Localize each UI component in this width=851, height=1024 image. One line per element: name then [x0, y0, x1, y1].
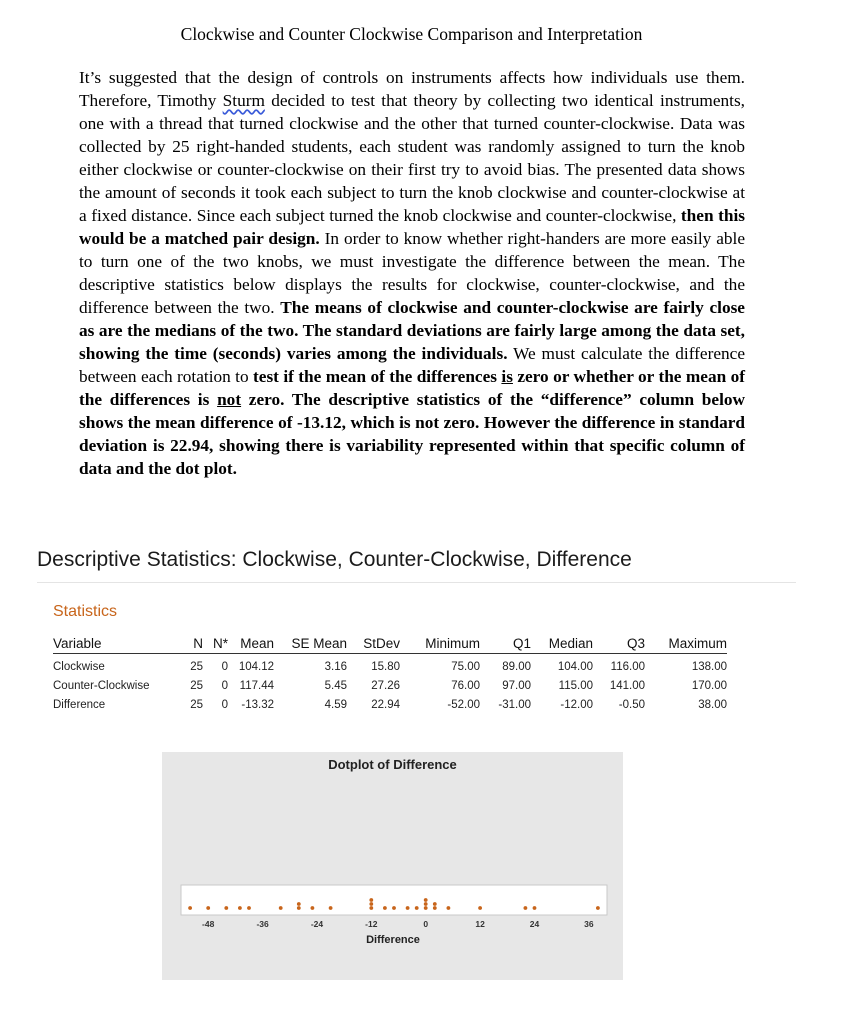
- data-dot: [279, 906, 283, 910]
- table-row: [53, 676, 727, 695]
- data-dot: [433, 902, 437, 906]
- statistics-header-row: [53, 633, 727, 654]
- cell-maximum: 138.00: [691, 660, 727, 673]
- cell-n: 25: [190, 660, 203, 673]
- column-header-q3: Q3: [593, 633, 645, 654]
- cell-variable: Clockwise: [53, 660, 105, 673]
- dotplot-chart: [162, 752, 623, 980]
- cell-minimum: 76.00: [451, 679, 480, 692]
- data-dot: [424, 902, 428, 906]
- cell-minimum: 75.00: [451, 660, 480, 673]
- cell-q3: 116.00: [610, 660, 645, 673]
- essay-segment: not: [217, 390, 242, 409]
- essay-segment: In order to know whether right-handers are more easily able to turn one of the two knobs, we must investigate the difference between the mean. The descriptive statistics below displays the results for clockwise, counter-clockwise, and the difference between the two.: [79, 229, 745, 317]
- cell-maximum: 38.00: [698, 698, 727, 711]
- column-header-variable: Variable: [53, 633, 179, 654]
- dotplot-canvas: [162, 752, 623, 980]
- heading-divider: [37, 582, 796, 583]
- data-dot: [224, 906, 228, 910]
- cell-stdev: 15.80: [371, 660, 400, 673]
- cell-median: -12.00: [560, 698, 593, 711]
- document-title: Clockwise and Counter Clockwise Comparison and Interpretation: [180, 24, 643, 44]
- data-dot: [297, 906, 301, 910]
- data-dot: [406, 906, 410, 910]
- data-dot: [392, 906, 396, 910]
- plot-area: [181, 885, 607, 915]
- statistics-section-label: Statistics: [53, 603, 118, 620]
- data-dot: [297, 902, 301, 906]
- descriptive-statistics-heading: Descriptive Statistics: Clockwise, Counter-Clockwise, Difference: [37, 548, 632, 571]
- essay-segment: Sturm: [222, 91, 265, 110]
- data-dot: [238, 906, 242, 910]
- x-tick-label: 12: [475, 919, 485, 929]
- cell-mean: -13.32: [241, 698, 274, 711]
- column-header-n-missing: N*: [203, 633, 228, 654]
- cell-mean: 117.44: [239, 679, 274, 692]
- x-tick-label: -12: [365, 919, 378, 929]
- data-dot: [424, 898, 428, 902]
- essay-segment: It’s suggested that the design of controls on instruments affects how individuals use them. Therefore, Timothy: [79, 68, 745, 110]
- cell-se-mean: 5.45: [324, 679, 347, 692]
- cell-q3: -0.50: [618, 698, 645, 711]
- essay-segment: zero or whether or the mean of the differences is: [79, 367, 745, 409]
- statistics-table: [53, 633, 727, 714]
- cell-n: 25: [190, 679, 203, 692]
- axis-ticks: [202, 919, 594, 929]
- column-header-q1: Q1: [480, 633, 531, 654]
- data-dot: [369, 898, 373, 902]
- x-tick-label: -48: [202, 919, 215, 929]
- table-row: [53, 654, 727, 677]
- cell-se-mean: 3.16: [324, 660, 347, 673]
- data-dot: [369, 902, 373, 906]
- column-header-maximum: Maximum: [645, 633, 727, 654]
- essay-segment: then this would be a matched pair design.: [79, 206, 745, 248]
- column-header-se-mean: SE Mean: [274, 633, 347, 654]
- cell-q1: 89.00: [502, 660, 531, 673]
- column-header-n: N: [179, 633, 203, 654]
- column-header-mean: Mean: [228, 633, 274, 654]
- data-dot: [424, 906, 428, 910]
- data-dot: [311, 906, 315, 910]
- cell-variable: Counter-Clockwise: [53, 679, 150, 692]
- cell-variable: Difference: [53, 698, 106, 711]
- data-dot: [329, 906, 333, 910]
- essay-segment: decided to test that theory by collecting two identical instruments, one with a thread that turned clockwise and the other that turned counter-clockwise. Data was collected by 25 right-handed students, each student was randomly assigned to turn the knob either clockwise or counter-clockwise on their first try to avoid bias. The presented data shows the amount of seconds it took each subject to turn the knob clockwise and counter-clockwise at a fixed distance. Since each subject turned the knob clockwise and counter-clockwise,: [79, 91, 745, 225]
- table-row: [53, 695, 727, 714]
- essay-segment: zero. The descriptive statistics of the “difference” column below shows the mean difference of -13.12, which is not zero. However the difference in standard deviation is 22.94, showing there is variability represented within that specific column of data and the dot plot.: [79, 390, 746, 478]
- cell-n-missing: 0: [221, 698, 228, 711]
- cell-median: 115.00: [558, 679, 593, 692]
- cell-q1: 97.00: [502, 679, 531, 692]
- cell-minimum: -52.00: [447, 698, 480, 711]
- data-dot: [533, 906, 537, 910]
- cell-maximum: 170.00: [691, 679, 727, 692]
- cell-stdev: 27.26: [371, 679, 400, 692]
- essay-segment: We must calculate the difference between each rotation to: [79, 344, 746, 386]
- cell-q3: 141.00: [609, 679, 645, 692]
- data-dot: [447, 906, 451, 910]
- essay-segment: The means of clockwise and counter-clockwise are fairly close as are the medians of the two. The standard deviations are fairly large among the data set, showing the time (seconds) varies among the individuals.: [79, 298, 745, 363]
- cell-n-missing: 0: [221, 679, 228, 692]
- data-dot: [369, 906, 373, 910]
- x-axis-label: Difference: [366, 934, 420, 946]
- column-header-minimum: Minimum: [400, 633, 480, 654]
- cell-n-missing: 0: [221, 660, 228, 673]
- data-dot: [524, 906, 528, 910]
- x-tick-label: 36: [584, 919, 594, 929]
- data-dot: [188, 906, 192, 910]
- essay-segment: test if the mean of the differences: [253, 367, 502, 386]
- column-header-stdev: StDev: [347, 633, 400, 654]
- cell-q1: -31.00: [498, 698, 531, 711]
- data-dot: [206, 906, 210, 910]
- essay-segment: is: [501, 367, 513, 386]
- cell-mean: 104.12: [238, 660, 274, 673]
- data-dot: [478, 906, 482, 910]
- data-dot: [596, 906, 600, 910]
- column-header-median: Median: [531, 633, 593, 654]
- cell-se-mean: 4.59: [324, 698, 347, 711]
- data-dot: [383, 906, 387, 910]
- data-dot: [415, 906, 419, 910]
- cell-n: 25: [190, 698, 203, 711]
- data-dot: [433, 906, 437, 910]
- essay-paragraph: [79, 66, 745, 480]
- cell-median: 104.00: [557, 660, 593, 673]
- x-tick-label: 0: [423, 919, 429, 929]
- x-tick-label: -36: [256, 919, 269, 929]
- chart-title: Dotplot of Difference: [328, 757, 457, 772]
- cell-stdev: 22.94: [371, 698, 400, 711]
- data-dot: [247, 906, 251, 910]
- x-tick-label: -24: [310, 919, 324, 929]
- x-tick-label: 24: [529, 919, 540, 929]
